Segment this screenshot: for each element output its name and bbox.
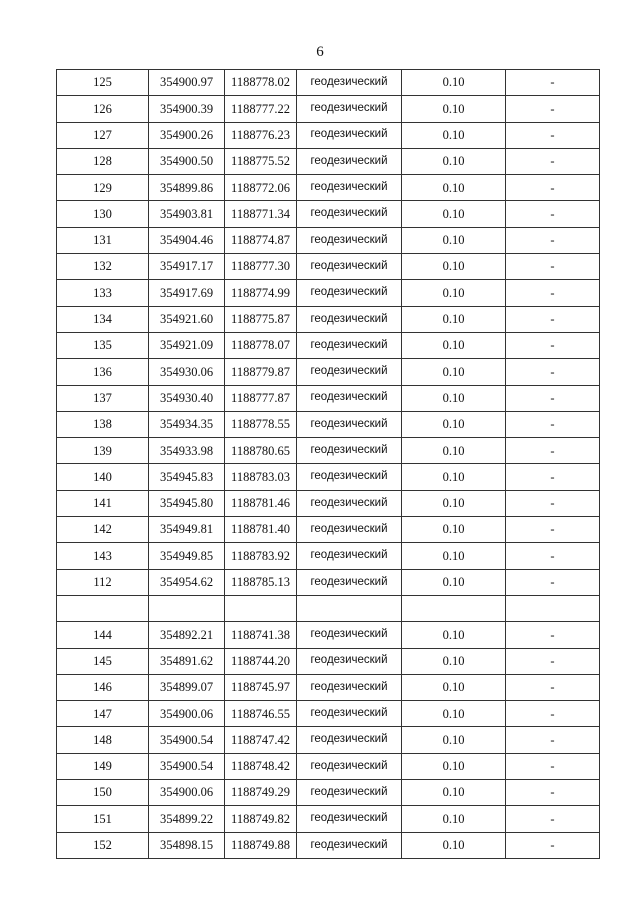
- x-coordinate-cell: 354891.62: [149, 648, 225, 674]
- note-cell: -: [506, 674, 600, 700]
- point-number-cell: 151: [57, 806, 149, 832]
- table-row: [57, 701, 600, 727]
- table-row: [57, 517, 600, 543]
- y-coordinate-cell: 1188746.55: [225, 701, 297, 727]
- x-coordinate-cell: 354921.09: [149, 332, 225, 358]
- accuracy-cell: 0.10: [402, 411, 506, 437]
- point-number-cell: 112: [57, 569, 149, 595]
- note-cell: -: [506, 780, 600, 806]
- table-row: [57, 201, 600, 227]
- accuracy-cell: 0.10: [402, 806, 506, 832]
- point-number-cell: 148: [57, 727, 149, 753]
- x-coordinate-cell: 354949.85: [149, 543, 225, 569]
- y-coordinate-cell: 1188775.52: [225, 148, 297, 174]
- y-coordinate-cell: 1188780.65: [225, 438, 297, 464]
- point-number-cell: 141: [57, 490, 149, 516]
- y-coordinate-cell: 1188744.20: [225, 648, 297, 674]
- separator-row: [57, 595, 600, 621]
- note-cell: -: [506, 411, 600, 437]
- x-coordinate-cell: 354904.46: [149, 227, 225, 253]
- x-coordinate-cell: 354900.39: [149, 96, 225, 122]
- note-cell: -: [506, 543, 600, 569]
- accuracy-cell: 0.10: [402, 780, 506, 806]
- method-cell: геодезический: [297, 464, 402, 490]
- y-coordinate-cell: 1188777.87: [225, 385, 297, 411]
- method-cell: геодезический: [297, 201, 402, 227]
- y-coordinate-cell: 1188749.29: [225, 780, 297, 806]
- x-coordinate-cell: 354899.86: [149, 175, 225, 201]
- table-row: [57, 411, 600, 437]
- note-cell: -: [506, 727, 600, 753]
- x-coordinate-cell: 354900.97: [149, 70, 225, 96]
- accuracy-cell: 0.10: [402, 148, 506, 174]
- x-coordinate-cell: 354930.06: [149, 359, 225, 385]
- table-row: [57, 490, 600, 516]
- accuracy-cell: 0.10: [402, 332, 506, 358]
- point-number-cell: 132: [57, 254, 149, 280]
- accuracy-cell: 0.10: [402, 517, 506, 543]
- method-cell: геодезический: [297, 306, 402, 332]
- method-cell: геодезический: [297, 96, 402, 122]
- note-cell: -: [506, 332, 600, 358]
- note-cell: -: [506, 175, 600, 201]
- accuracy-cell: 0.10: [402, 569, 506, 595]
- point-number-cell: 131: [57, 227, 149, 253]
- point-number-cell: 130: [57, 201, 149, 227]
- y-coordinate-cell: 1188776.23: [225, 122, 297, 148]
- table-row: [57, 780, 600, 806]
- table-row: [57, 96, 600, 122]
- point-number-cell: 135: [57, 332, 149, 358]
- table-row: [57, 175, 600, 201]
- accuracy-cell: 0.10: [402, 227, 506, 253]
- table-row: [57, 254, 600, 280]
- x-coordinate-cell: 354933.98: [149, 438, 225, 464]
- method-cell: геодезический: [297, 490, 402, 516]
- method-cell: геодезический: [297, 385, 402, 411]
- point-number-cell: 125: [57, 70, 149, 96]
- accuracy-cell: 0.10: [402, 385, 506, 411]
- note-cell: -: [506, 96, 600, 122]
- page-number: 6: [316, 44, 324, 60]
- y-coordinate-cell: 1188741.38: [225, 622, 297, 648]
- note-cell: -: [506, 701, 600, 727]
- accuracy-cell: 0.10: [402, 122, 506, 148]
- method-cell: геодезический: [297, 227, 402, 253]
- note-cell: -: [506, 306, 600, 332]
- method-cell: геодезический: [297, 438, 402, 464]
- method-cell: геодезический: [297, 622, 402, 648]
- note-cell: -: [506, 201, 600, 227]
- table-row: [57, 122, 600, 148]
- accuracy-cell: 0.10: [402, 70, 506, 96]
- point-number-cell: 126: [57, 96, 149, 122]
- table-row: [57, 385, 600, 411]
- point-number-cell: 127: [57, 122, 149, 148]
- table-row: [57, 674, 600, 700]
- point-number-cell: 139: [57, 438, 149, 464]
- coordinates-table-body: [57, 70, 600, 859]
- x-coordinate-cell: 354945.83: [149, 464, 225, 490]
- point-number-cell: 142: [57, 517, 149, 543]
- point-number-cell: 150: [57, 780, 149, 806]
- note-cell: -: [506, 385, 600, 411]
- table-row: [57, 727, 600, 753]
- table-row: [57, 832, 600, 858]
- x-coordinate-cell: 354945.80: [149, 490, 225, 516]
- table-row: [57, 306, 600, 332]
- method-cell: геодезический: [297, 701, 402, 727]
- x-coordinate-cell: 354900.26: [149, 122, 225, 148]
- point-number-cell: 133: [57, 280, 149, 306]
- y-coordinate-cell: 1188779.87: [225, 359, 297, 385]
- y-coordinate-cell: 1188783.92: [225, 543, 297, 569]
- x-coordinate-cell: 354917.17: [149, 254, 225, 280]
- accuracy-cell: 0.10: [402, 622, 506, 648]
- note-cell: -: [506, 254, 600, 280]
- accuracy-cell: 0.10: [402, 753, 506, 779]
- y-coordinate-cell: 1188778.07: [225, 332, 297, 358]
- x-coordinate-cell: 354898.15: [149, 832, 225, 858]
- method-cell: геодезический: [297, 411, 402, 437]
- point-number-cell: 146: [57, 674, 149, 700]
- method-cell: [297, 595, 402, 621]
- x-coordinate-cell: 354949.81: [149, 517, 225, 543]
- method-cell: геодезический: [297, 569, 402, 595]
- y-coordinate-cell: 1188781.46: [225, 490, 297, 516]
- x-coordinate-cell: 354954.62: [149, 569, 225, 595]
- method-cell: геодезический: [297, 70, 402, 96]
- method-cell: геодезический: [297, 148, 402, 174]
- note-cell: -: [506, 438, 600, 464]
- note-cell: -: [506, 148, 600, 174]
- note-cell: -: [506, 227, 600, 253]
- note-cell: -: [506, 622, 600, 648]
- accuracy-cell: 0.10: [402, 175, 506, 201]
- accuracy-cell: 0.10: [402, 543, 506, 569]
- x-coordinate-cell: 354900.06: [149, 780, 225, 806]
- table-row: [57, 359, 600, 385]
- note-cell: -: [506, 517, 600, 543]
- y-coordinate-cell: 1188775.87: [225, 306, 297, 332]
- x-coordinate-cell: [149, 595, 225, 621]
- accuracy-cell: 0.10: [402, 254, 506, 280]
- method-cell: геодезический: [297, 254, 402, 280]
- y-coordinate-cell: 1188774.99: [225, 280, 297, 306]
- point-number-cell: 136: [57, 359, 149, 385]
- note-cell: -: [506, 280, 600, 306]
- table-row: [57, 622, 600, 648]
- point-number-cell: 149: [57, 753, 149, 779]
- method-cell: геодезический: [297, 280, 402, 306]
- table-row: [57, 148, 600, 174]
- table-row: [57, 227, 600, 253]
- accuracy-cell: 0.10: [402, 464, 506, 490]
- accuracy-cell: 0.10: [402, 701, 506, 727]
- note-cell: -: [506, 122, 600, 148]
- y-coordinate-cell: 1188777.22: [225, 96, 297, 122]
- note-cell: -: [506, 490, 600, 516]
- table-row: [57, 569, 600, 595]
- note-cell: -: [506, 70, 600, 96]
- y-coordinate-cell: 1188783.03: [225, 464, 297, 490]
- accuracy-cell: 0.10: [402, 359, 506, 385]
- table-row: [57, 332, 600, 358]
- y-coordinate-cell: 1188745.97: [225, 674, 297, 700]
- x-coordinate-cell: 354899.07: [149, 674, 225, 700]
- method-cell: геодезический: [297, 753, 402, 779]
- note-cell: -: [506, 806, 600, 832]
- note-cell: -: [506, 753, 600, 779]
- accuracy-cell: 0.10: [402, 306, 506, 332]
- note-cell: [506, 595, 600, 621]
- method-cell: геодезический: [297, 543, 402, 569]
- table-row: [57, 753, 600, 779]
- y-coordinate-cell: 1188778.02: [225, 70, 297, 96]
- y-coordinate-cell: 1188778.55: [225, 411, 297, 437]
- point-number-cell: 129: [57, 175, 149, 201]
- accuracy-cell: 0.10: [402, 832, 506, 858]
- note-cell: -: [506, 648, 600, 674]
- accuracy-cell: [402, 595, 506, 621]
- table-row: [57, 464, 600, 490]
- point-number-cell: [57, 595, 149, 621]
- x-coordinate-cell: 354900.54: [149, 753, 225, 779]
- method-cell: геодезический: [297, 780, 402, 806]
- accuracy-cell: 0.10: [402, 96, 506, 122]
- y-coordinate-cell: 1188749.82: [225, 806, 297, 832]
- x-coordinate-cell: 354900.50: [149, 148, 225, 174]
- point-number-cell: 143: [57, 543, 149, 569]
- table-row: [57, 806, 600, 832]
- coordinates-table: [56, 69, 600, 859]
- table-row: [57, 438, 600, 464]
- note-cell: -: [506, 464, 600, 490]
- x-coordinate-cell: 354934.35: [149, 411, 225, 437]
- y-coordinate-cell: 1188771.34: [225, 201, 297, 227]
- y-coordinate-cell: 1188785.13: [225, 569, 297, 595]
- method-cell: геодезический: [297, 806, 402, 832]
- method-cell: геодезический: [297, 359, 402, 385]
- point-number-cell: 128: [57, 148, 149, 174]
- y-coordinate-cell: 1188774.87: [225, 227, 297, 253]
- note-cell: -: [506, 569, 600, 595]
- accuracy-cell: 0.10: [402, 201, 506, 227]
- method-cell: геодезический: [297, 648, 402, 674]
- point-number-cell: 140: [57, 464, 149, 490]
- y-coordinate-cell: 1188781.40: [225, 517, 297, 543]
- method-cell: геодезический: [297, 832, 402, 858]
- y-coordinate-cell: 1188772.06: [225, 175, 297, 201]
- accuracy-cell: 0.10: [402, 280, 506, 306]
- note-cell: -: [506, 359, 600, 385]
- y-coordinate-cell: [225, 595, 297, 621]
- method-cell: геодезический: [297, 517, 402, 543]
- y-coordinate-cell: 1188777.30: [225, 254, 297, 280]
- accuracy-cell: 0.10: [402, 490, 506, 516]
- y-coordinate-cell: 1188749.88: [225, 832, 297, 858]
- accuracy-cell: 0.10: [402, 438, 506, 464]
- table-row: [57, 648, 600, 674]
- note-cell: -: [506, 832, 600, 858]
- point-number-cell: 138: [57, 411, 149, 437]
- point-number-cell: 137: [57, 385, 149, 411]
- point-number-cell: 147: [57, 701, 149, 727]
- method-cell: геодезический: [297, 175, 402, 201]
- accuracy-cell: 0.10: [402, 648, 506, 674]
- table-row: [57, 543, 600, 569]
- point-number-cell: 152: [57, 832, 149, 858]
- table-row: [57, 280, 600, 306]
- point-number-cell: 145: [57, 648, 149, 674]
- method-cell: геодезический: [297, 727, 402, 753]
- accuracy-cell: 0.10: [402, 727, 506, 753]
- method-cell: геодезический: [297, 122, 402, 148]
- method-cell: геодезический: [297, 674, 402, 700]
- x-coordinate-cell: 354899.22: [149, 806, 225, 832]
- x-coordinate-cell: 354903.81: [149, 201, 225, 227]
- x-coordinate-cell: 354900.06: [149, 701, 225, 727]
- y-coordinate-cell: 1188748.42: [225, 753, 297, 779]
- x-coordinate-cell: 354892.21: [149, 622, 225, 648]
- point-number-cell: 134: [57, 306, 149, 332]
- x-coordinate-cell: 354900.54: [149, 727, 225, 753]
- point-number-cell: 144: [57, 622, 149, 648]
- x-coordinate-cell: 354921.60: [149, 306, 225, 332]
- x-coordinate-cell: 354930.40: [149, 385, 225, 411]
- method-cell: геодезический: [297, 332, 402, 358]
- table-row: [57, 70, 600, 96]
- y-coordinate-cell: 1188747.42: [225, 727, 297, 753]
- x-coordinate-cell: 354917.69: [149, 280, 225, 306]
- accuracy-cell: 0.10: [402, 674, 506, 700]
